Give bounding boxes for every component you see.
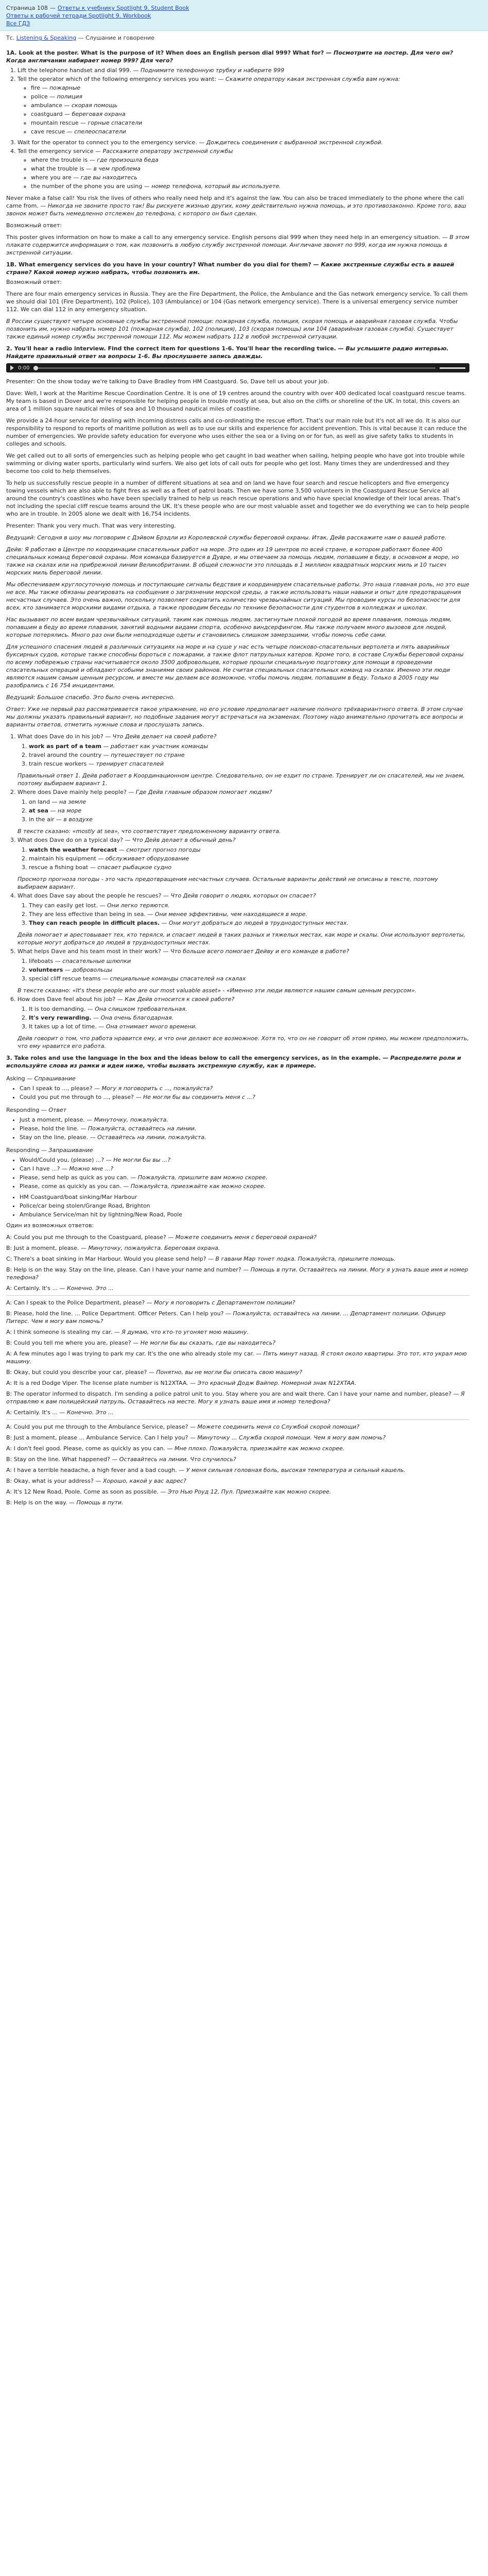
- dialog-line: C: There's a boat sinking in Mar Harbour. Would you please send help? — В гавани Мар тонет лодка. Пожалуйста, пришлите помощь.: [6, 1256, 396, 1262]
- qa-note: В тексте сказано: «mostly at sea», что соответствует предложенному варианту ответа.: [18, 828, 281, 835]
- dialog-line: B: Just a moment, please ... Ambulance Service. Can I help you? — Минуточку ... Служба скорой помощи. Чем я могу вам помочь?: [6, 1434, 386, 1441]
- dialog-line: A: It's 12 New Road, Poole. Come as soon as possible. — Это Нью Роуд 12, Пул. Приезжайте как можно скорее.: [6, 1488, 332, 1495]
- transcript-ru: Дейв: Я работаю в Центре по координации спасательных работ на море. Это один из 19 центров по всей стране, в котором работают более 400 специальных команд береговой охраны. Моя команда базируется в Дувре, и мы отвечаем за помощь людям, попавшим в беду, в основном в море, но также на скалах или на прибрежной линии Великобритании. В общей сложности это площадь в 1 миллион квадратных морских миль и 10 тысяч морских миль береговой линии.: [6, 546, 459, 576]
- transcript-paragraph: To help us successfully rescue people in a number of different situations at sea and on land we have four search and rescue helicopters and five emergency towing vessels which are also able to fight fires as well as a fleet of patrol boats. Then we have some 3,500 volunteers in the Coastguard Rescue Service all around the country's coastlines who have been specially trained to help us reach rescue operations and who have special knowledge of their local areas. That's not including the special cliff rescue teams around the UK. It's these people who are our most valuable asset and together we do everything we can to help people who are in trouble. In 2005 alone we dealt with 16,754 incidents.: [6, 480, 469, 517]
- option: 2. volunteers — добровольцы: [29, 966, 469, 974]
- qa-item: 1. What does Dave do in his job? — Что Дейв делает на своей работе? 1. work as part of a team — работает как участник команды 2. travel around the country — путешествует по стране 3. train rescue workers — тренирует спасателей Правильный ответ 1. Дейв работает в Координационном центре. Следовательно, он не ездит по стране. Тренирует ли он спасателей, мы не знаем, поэтому выбираем вариант 1.: [18, 733, 469, 787]
- divider: [6, 1295, 469, 1296]
- transcript-paragraph: Presenter: On the show today we're talking to Dave Bradley from HM Coastguard. So, Dave tell us about your job.: [6, 378, 329, 385]
- dialog-2: [6, 1299, 469, 1416]
- dialog-line: B: The operator informed to dispatch. I'm sending a police patrol unit to you. Stay where you are and wait there. Can I have your name and number, please? — Я отправляю к вам полицейский патруль. Оставайтесь на месте. Могу я узнать ваше имя и номер телефона?: [6, 1391, 465, 1405]
- qa-item: 6. How does Dave feel about his job? — Как Дейв относится к своей работе? 1. It is too demanding. — Она слишком требовательная. 2. It's very rewarding. — Она очень благодарная. 3. It takes up a lot of time. — Она отнимает много времени. Дейв говорит о том, что работа нравится ему, и что они делают все возможное. Хотя то, что он не говорит об этом прямо, мы можем предположить, что ему нравится его работа.: [18, 995, 469, 1050]
- list-item: • Ambulance Service/man hit by lightning/New Road, Poole: [20, 1211, 469, 1218]
- dialog-line: B: Could you tell me where you are, please? — Не могли бы вы сказать, где вы находитесь?: [6, 1340, 276, 1346]
- dialog-line: B: Help is on the way. — Помощь в пути.: [6, 1499, 124, 1506]
- qa-note: Правильный ответ 1. Дейв работает в Координационном центре. Следовательно, он не ездит по стране. Тренирует ли он спасателей, мы не знаем, поэтому выбираем вариант 1.: [18, 772, 465, 787]
- list-item: ◦ where you are — где вы находитесь: [31, 174, 469, 181]
- qa-item: 5. What helps Dave and his team most in their work? — Что больше всего помогает Дейву и его команде в работе? 1. lifeboats — спасательные шлюпки 2. volunteers — добровольцы 3. special cliff rescue teams — специальные команды спасателей на скалах В тексте сказано: «It's these people who are our most valuable asset» - «Именно эти люди являются нашим самым ценным ресурсом».: [18, 947, 469, 994]
- paragraph-ru: В России существуют четыре основные службы экстренной помощи: пожарная служба, полиция, скорая помощь и аварийная газовая служба. Чтобы позвонить им, нужно набрать номер 101 (пожарная служба), 102 (полиция), 103 (скорая помощь) или 104 (аварийная газовая служба). Существует также единый номер службы экстренной помощи 112. Мы можем набрать 112 в любой экстренной ситуации.: [6, 318, 458, 340]
- list-item: • Could you put me through to ..., please? — Не могли бы вы соединить меня с ...?: [20, 1093, 469, 1101]
- phrase-list: [6, 1116, 469, 1141]
- ideas-list: [6, 1193, 469, 1218]
- list-item: • Police/car being stolen/Grange Road, Brighton: [20, 1202, 469, 1210]
- dialog-line: A: A few minutes ago I was trying to park my car. It's the one who already stole my car. — Пять минут назад. Я стоял около квартиры. Это тот, кто украл мою машину.: [6, 1350, 467, 1365]
- instructions-list: [6, 66, 469, 190]
- qa-note: Дейв говорит о том, что работа нравится ему, и что они делают все возможное. Хотя то, что он не говорит об этом прямо, мы можем предположить, что ему нравится его работа.: [18, 1035, 469, 1049]
- qa-list: [6, 733, 469, 1050]
- question-3: 3. Take roles and use the language in the box and the ideas below to call the emergency services, as in the example. — Распределите роли и используйте слова из рамки и идеи ниже, чтобы вызвать экстренную службу, как в примере.: [6, 1055, 461, 1069]
- list-item: 4. Tell the emergency service — Расскажите оператору экстренной службы ◦ where the trouble is — где произошла беда ◦ what the trouble is — в чем проблема ◦ where you are — где вы находитесь ◦ the number of the phone you are using — номер телефона, который вы используете.: [18, 147, 469, 190]
- page-header: Страница 108 — Ответы к учебнику Spotlight 9. Student Book Ответы к рабочей тетради Spotlight 9. Workbook Все ГДЗ: [0, 0, 488, 31]
- list-item: • Please, come as quickly as you can. — Пожалуйста, приезжайте как можно скорее.: [20, 1182, 469, 1190]
- divider: [6, 1419, 469, 1420]
- phrase-list: [6, 1084, 469, 1101]
- list-item: ◦ where the trouble is — где произошла беда: [31, 156, 469, 164]
- dialog-line: A: Could you put me through to the Ambulance Service, please? — Можете соединить меня со Службой скорой помощи?: [6, 1423, 360, 1430]
- dialog-line: B: Okay, but could you describe your car, please? — Понятно, вы не могли бы описать свою машину?: [6, 1369, 303, 1376]
- dialog-line: A: Certainly. It's ... — Конечно. Это ...: [6, 1285, 114, 1292]
- option: 3. rescue a fishing boat — спасает рыбацкое судно: [29, 863, 469, 871]
- list-item: 1. Lift the telephone handset and dial 999. — Поднимите телефонную трубку и наберите 999: [18, 66, 469, 74]
- question-1b: 1B. What emergency services do you have in your country? What number do you dial for them? — Какие экстренные службы есть в вашей стране? Какой номер нужно набрать, чтобы позвонить им.: [6, 261, 455, 276]
- main-content: [0, 49, 476, 1506]
- breadcrumb: Тс. Listening & Speaking — Слушание и говорение: [6, 35, 155, 41]
- page-label: Страница 108: [6, 5, 48, 11]
- qa-note: Просмотр прогноза погоды - это часть предотвращения несчастных случаев. Остальные варианты действий не описаны в тексте, поэтому выбираем вариант.: [18, 876, 439, 890]
- option: 2. at sea — на море: [29, 807, 469, 815]
- option: 3. train rescue workers — тренирует спасателей: [29, 760, 469, 768]
- phrase-group-title: Responding — Ответ: [6, 1107, 67, 1113]
- phrase-list: [6, 1156, 469, 1190]
- qa-note: Дейв помогает и арестовывает тех, кто терялся, и спасает людей в таких разных и тяжелых местах, как море и скалы. Они используют вертолеты, которые могут добраться до людей в труднодоступных местах.: [18, 931, 466, 946]
- dialog-3: [6, 1423, 469, 1506]
- option: 2. It's very rewarding. — Она очень благодарная.: [29, 1014, 469, 1022]
- dialog-line: B: Help is on the way. Stay on the line, please. Can I have your name and number? — Помощь в пути. Оставайтесь на линии. Могу я узнать ваше имя и номер телефона?: [6, 1266, 468, 1281]
- list-item: • HM Coastguard/boat sinking/Mar Harbour: [20, 1193, 469, 1201]
- list-item: • Would/Could you, (please) ...? — Не могли бы вы ...?: [20, 1156, 469, 1164]
- list-item: 2. Tell the operator which of the following emergency services you want: — Скажите оператору какая экстренная служба вам нужна: ◦ fire — пожарные ◦ police — полиция ◦ ambulance — скорая помощь ◦ coastguard — береговая охрана ◦ mountain rescue — горные спасатели ◦ cave rescue — спелеоспасатели: [18, 75, 469, 135]
- list-item: ◦ ambulance — скорая помощь: [31, 101, 469, 109]
- transcript-paragraph: We provide a 24-hour service for dealing with incoming distress calls and co-ordinating the rescue effort. That's our main role but it's not all we do. It is also our responsibility to respond to reports of maritime pollution as well as to use our skills and experience for accident prevention. This is vital because it can reduce the number of emergencies. We provide safety education for everyone who uses either the sea or a living on or for fun, as well as give safety talks to students in colleges and schools.: [6, 417, 467, 447]
- all-gdz-link[interactable]: Все ГДЗ: [6, 20, 30, 27]
- transcript-ru: Ведущий: Большое спасибо. Это было очень интересно.: [6, 694, 175, 701]
- one-possible-answer-label: Один из возможных ответов:: [6, 1222, 94, 1229]
- dialog-1: [6, 1233, 469, 1292]
- possible-answer-label: Возможный ответ:: [6, 279, 62, 285]
- option: 2. They are less effective than being in sea. — Они менее эффективны, чем находящиеся в море.: [29, 910, 469, 918]
- option: 3. special cliff rescue teams — специальные команды спасателей на скалах: [29, 975, 469, 982]
- list-item: • Can I have ...? — Можно мне ...?: [20, 1165, 469, 1173]
- list-item: • Please, hold the line. — Пожалуйста, оставайтесь на линии.: [20, 1125, 469, 1132]
- list-item: ◦ police — полиция: [31, 93, 469, 100]
- list-item: ◦ the number of the phone you are using — номер телефона, который вы используете.: [31, 182, 469, 190]
- question-1a: 1A. Look at the poster. What is the purpose of it? When does an English person dial 999? What for? — Посмотрите на постер. Для чего он? Когда англичанин набирает номер 999? Для чего?: [6, 49, 454, 64]
- transcript-ru: Для успешного спасения людей в различных ситуациях на море и на суше у нас есть четыре поисково-спасательных вертолета и пять аварийных буксирных судов, которые также способны бороться с пожарами, а также флот патрульных катеров. Кроме того, в составе Службы береговой охраны по всему побережью страны насчитывается около 3500 добровольцев, которые прошли специальную подготовку для помощи в проведении спасательных операций и обладают особыми знаниями своих районов. Не считая специальных спасательных команд на скалах. Именно эти люди являются нашим самым ценным ресурсом, и вместе мы делаем все возможное, чтобы помочь людям, попавшим в беду. Только в 2005 году мы разобрались с 16 754 инцидентами.: [6, 643, 464, 689]
- paragraph: Never make a false call! You risk the lives of others who really need help and it's against the law. You can also be traced immediately to the phone where the call came from. — Никогда не звоните просто так! Вы рискуете жизнью других, кому действительно нужна помощь, и это противозаконно. Кроме того, ваш звонок может быть немедленно отслежен до телефона, с которого он был сделан.: [6, 195, 466, 217]
- option: 2. travel around the country — путешествует по стране: [29, 751, 469, 759]
- transcript-paragraph: Presenter: Thank you very much. That was very interesting.: [6, 522, 176, 529]
- list-item: ◦ mountain rescue — горные спасатели: [31, 119, 469, 127]
- transcript-ru: Нас вызывают по всем видам чрезвычайных ситуаций, таким как помощь людям, застигнутым плохой погодой во время плавания, помощь людям, попавшим в беду во время плавания, занятий водными видами спорта, особенно виндсерфингом. Мы также получаем много вызовов для людей, которые потерялись. Много раз они были неподходяще одеты и становились слишком замерзшими, чтобы помочь себе сами.: [6, 616, 452, 638]
- option: 3. in the air — в воздухе: [29, 816, 469, 823]
- possible-answer-label: Возможный ответ:: [6, 222, 62, 229]
- list-item: 3. Wait for the operator to connect you to the emergency service. — Дождитесь соединения с выбранной экстренной службой.: [18, 139, 469, 146]
- dialog-line: B: Just a moment, please. — Минуточку, пожалуйста. Береговая охрана.: [6, 1245, 220, 1251]
- transcript-ru: Мы обеспечиваем круглосуточную помощь и поступающие сигналы бедствия и координируем спасательные работы. Это наша главная роль, но это еще не все. Мы также обязаны реагировать на сообщения о загрязнении морской среды, а также использовать наши навыки и опыт для предотвращения несчастных случаев. Это очень важно, поскольку позволяет сократить количество чрезвычайных ситуаций. Мы проводим курсы по безопасности для всех, кто занимается морскими видами отдыха, а также проводим беседы по технике безопасности для студентов в колледжах и школах.: [6, 581, 469, 611]
- student-book-link[interactable]: Ответы к учебнику Spotlight 9. Student Book: [57, 5, 189, 11]
- qa-note: В тексте сказано: «It's these people who are our most valuable asset» - «Именно эти люди являются нашим самым ценным ресурсом».: [18, 987, 417, 994]
- breadcrumb-link[interactable]: Listening & Speaking: [16, 35, 77, 41]
- time-display: 0:00: [18, 365, 30, 371]
- option: 3. They can reach people in difficult places. — Они могут добраться до людей в труднодоступных местах.: [29, 919, 469, 927]
- option: 1. It is too demanding. — Она слишком требовательная.: [29, 1005, 469, 1013]
- list-item: • Please, send help as quick as you can. — Пожалуйста, пришлите вам можно скорее.: [20, 1174, 469, 1181]
- qa-item: 2. Where does Dave mainly help people? — Где Дейв главным образом помогает людям? 1. on land — на земле 2. at sea — на море 3. in the air — в воздухе В тексте сказано: «mostly at sea», что соответствует предложенному варианту ответа.: [18, 788, 469, 835]
- list-item: • Can I speak to ..., please? — Могу я поговорить с ..., пожалуйста?: [20, 1084, 469, 1092]
- paragraph: There are four main emergency services in Russia. They are the Fire Department, the Police, the Ambulance and the Gas network emergency service. To call them we should dial 101 (Fire Department), 102 (Police), 103 (Ambulance) or 104 (Gas network emergency service). There is a universal emergency service number 112. We can dial 112 in any emergency situation.: [6, 291, 468, 313]
- dialog-line: A: Could you put me through to the Coastguard, please? — Можете соединить меня с береговой охраной?: [6, 1234, 317, 1241]
- option: 1. lifeboats — спасательные шлюпки: [29, 957, 469, 965]
- dialog-line: A: I don't feel good. Please, come as quickly as you can. — Мне плохо. Пожалуйста, приезжайте как можно скорее.: [6, 1445, 345, 1452]
- question-2: 2. You'll hear a radio interview. Find the correct item for questions 1-6. You'll hear the recording twice. — Вы услышите радио интервью. Найдите правильный ответ на вопросы 1-6. Вы прослушаете запись дважды.: [6, 345, 449, 360]
- list-item: • Stay on the line, please. — Оставайтесь на линии, пожалуйста.: [20, 1133, 469, 1141]
- dialog-line: A: I have a terrible headache, a high fever and a bad cough. — У меня сильная головная боль, высокая температура и сильный кашель.: [6, 1467, 406, 1473]
- list-item: • Just a moment, please. — Минуточку, пожалуйста.: [20, 1116, 469, 1124]
- audio-player[interactable]: [6, 363, 469, 372]
- volume-slider[interactable]: [440, 367, 465, 369]
- list-item: ◦ coastguard — береговая охрана: [31, 110, 469, 118]
- answer-intro: Ответ: Уже не первый раз рассматривается такое упражнение, но его условие предполагает наличие полного трёхвариантного ответа. В этом случае мы должны указать правильный вариант, но подобные задания могут встречаться на экзаменах. Поэтому надо внимательно прочитать все вопросы и варианты ответов, отметить нужные слова и прослушать запись.: [6, 706, 463, 728]
- qa-item: 3. What does Dave do on a typical day? — Что Дейв делает в обычный день? 1. watch the weather forecast — смотрит прогноз погоды 2. maintain his equipment — обслуживает оборудование 3. rescue a fishing boat — спасает рыбацкое судно Просмотр прогноза погоды - это часть предотвращения несчастных случаев. Остальные варианты действий не описаны в тексте, поэтому выбираем вариант.: [18, 836, 469, 891]
- dialog-line: A: It is a red Dodge Viper. The license plate number is N12XTAA. — Это красный Додж Вайпер. Номерной знак N12XTAA.: [6, 1380, 357, 1386]
- dialog-line: B: Please, hold the line. ... Police Department. Officer Peters. Can I help you? — Пожалуйста, оставайтесь на линии. ... Департамент полиции. Офицер Питерс. Чем я могу вам помочь?: [6, 1310, 446, 1325]
- list-item: ◦ what the trouble is — в чем проблема: [31, 165, 469, 173]
- transcript-paragraph: Dave: Well, I work at the Maritime Rescue Coordination Centre. It is one of 19 centres around the country with over 400 dedicated local coastguard rescue teams. My team is based in Dover and we're responsible for helping people in trouble mostly at sea, but also on the cliffs or shoreline of the UK. In total, this covers an area of 1 million square nautical miles of sea and 10 thousand nautical miles of coastline.: [6, 390, 466, 412]
- list-item: ◦ cave rescue — спелеоспасатели: [31, 128, 469, 135]
- phrase-group-title: Responding — Запрашивание: [6, 1147, 93, 1154]
- dialog-line: A: Can I speak to the Police Department, please? — Могу я поговорить с Департаментом полиции?: [6, 1299, 295, 1306]
- workbook-link[interactable]: Ответы к рабочей тетради Spotlight 9. Workbook: [6, 12, 151, 19]
- option: 1. watch the weather forecast — смотрит прогноз погоды: [29, 846, 469, 854]
- option: 2. maintain his equipment — обслуживает оборудование: [29, 855, 469, 862]
- dialog-line: B: Okay, what is your address? — Хорошо, какой у вас адрес?: [6, 1478, 186, 1484]
- phrase-group-title: Asking — Спрашивание: [6, 1075, 76, 1082]
- dialog-line: A: Certainly. It's ... — Конечно. Это ...: [6, 1409, 114, 1416]
- transcript-ru: Ведущий: Сегодня в шоу мы поговорим с Дэйвом Брэдли из Королевской службы береговой охраны. Итак, Дейв расскажите нам о вашей работе.: [6, 534, 447, 541]
- play-icon[interactable]: [10, 365, 14, 370]
- option: 3. It takes up a lot of time. — Она отнимает много времени.: [29, 1023, 469, 1030]
- progress-bar[interactable]: [33, 367, 435, 369]
- transcript-paragraph: We get called out to all sorts of emergencies such as helping people who get caught in bad weather when sailing, helping people who have got into trouble while swimming or diving water sports, particularly wind surfers. We also get lots of call outs for people who get lost. Many times they are underdressed and they become too cold to help themselves.: [6, 452, 465, 474]
- dialog-line: B: Stay on the line. What happened? — Оставайтесь на линии. Что случилось?: [6, 1456, 236, 1463]
- dialog-line: A: I think someone is stealing my car. — Я думаю, что кто-то угоняет мою машину.: [6, 1329, 249, 1335]
- list-item: ◦ fire — пожарные: [31, 84, 469, 92]
- option: 1. work as part of a team — работает как участник команды: [29, 742, 469, 750]
- option: 1. on land — на земле: [29, 798, 469, 806]
- qa-item: 4. What does Dave say about the people he rescues? — Что Дейв говорит о людях, которых он спасает? 1. They can easily get lost. — Они легко теряются. 2. They are less effective than being in sea. — Они менее эффективны, чем находящиеся в море. 3. They can reach people in difficult places. — Они могут добраться до людей в труднодоступных местах. Дейв помогает и арестовывает тех, кто терялся, и спасает людей в таких разных и тяжелых местах, как море и скалы. Они используют вертолеты, которые могут добраться до людей в труднодоступных местах.: [18, 892, 469, 946]
- paragraph: This poster gives information on how to make a call to any emergency service. English persons dial 999 when they need help in an emergency situation. — В этом плакате содержится информация о том, как позвонить в любую службу экстренной помощи. Англичане звонят по 999, когда им нужна помощь в экстренной ситуации.: [6, 234, 469, 256]
- option: 1. They can easily get lost. — Они легко теряются.: [29, 902, 469, 909]
